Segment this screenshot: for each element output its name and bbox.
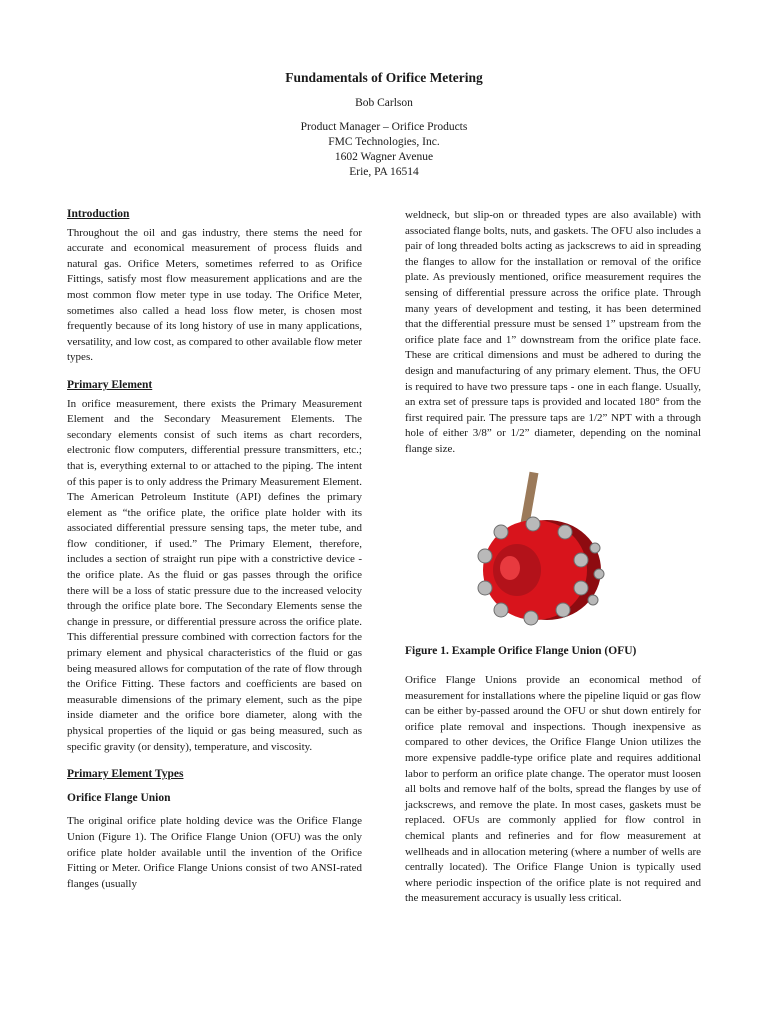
affiliation-line: FMC Technologies, Inc. [328, 136, 440, 148]
paper-title: Fundamentals of Orifice Metering [285, 70, 483, 85]
hub-highlight [500, 556, 520, 580]
orifice-flange-union-paragraph-2: Orifice Flange Unions provide an economical method of measurement for installations where the pipeline liquid or gas flow can be either by-passed around the OFU or shut down entirely for orifice plate removal and inspections. Though inexpensive as compared to other devices, the Orifice Flange Union utilizes the more expensive paddle-type orifice plate and requires additional labor to perform an orifice plate change. The operator must loosen all bolts and remove half of the bolts, spread the flanges by use of jackscrews, and remove the plate. In most cases, gaskets must be replaced. OFUs are commonly applied for flow control in chemical plants and refineries and for flow measurement at wellheads and in allocation metering (where a number of wells are centrally located). The Orifice Flange Union is typically used where periodic inspection of the orifice plate is not required and the measurement accuracy is usually less critical. [405, 674, 701, 905]
introduction-paragraph: Throughout the oil and gas industry, there stems the need for accurate and economical measurement of process fluids and natural gas. Orifice Meters, sometimes referred to as Orifice Fittings, satisfy most flow measurement applications and are the most common flow meter type in use today. The Orifice Meter, sometimes also called a head loss flow meter, is chosen most frequently because of its long history of use in many applications, versatility, and low cost, as compared to other available flow meter types. [67, 226, 362, 364]
primary-element-paragraph: In orifice measurement, there exists the Primary Measurement Element and the Secondary Measurement Elements. The secondary elements consist of such items as chart recorders, electronic flow computers, differential pressure transmitters, etc.; that is, everything external to or attached to the piping. The intent of this paper is to only address the Primary Measurement Element. The American Petroleum Institute (API) defines the primary element as “the orifice plate, the orifice plate holder with its associated differential pressure sensing taps, the meter tube, and flow conditioner, if used.” The Primary Element, therefore, includes a section of straight run pipe with a constrictive device - the orifice plate. As the fluid or gas passes through the orifice there will be a loss of static pressure due to the increased velocity through the orifice plate bore. The Secondary Elements sense the change in pressure, or differential pressure across the orifice plate. This differential pressure combined with correction factors for the primary element and physical characteristics of the fluid or gas being measured allows for computation of the rate of flow through the Orifice Fitting. These factors and coefficients are based on measurable dimensions of the primary element, such as the pipe inside diameter and the orifice bore diameter, along with the physical properties of the liquid or gas being measured, such as specific gravity (or density), temperature, and viscosity. [67, 397, 362, 753]
left-column [67, 207, 362, 904]
author-block [0, 96, 768, 180]
affiliation-line: Erie, PA 16514 [349, 166, 419, 178]
continued-paragraph: weldneck, but slip-on or threaded types are also available) with associated flange bolts, nuts, and gaskets. The OFU also includes a pair of long threaded bolts acting as jackscrews to aid in spreading the flanges to allow for the installation or removal of the orifice plate. As previously mentioned, orifice measurement requires the sensing of differential pressure across the orifice plate. Through many years of development and testing, it has been determined that the differential pressure must be sensed 1” upstream from the orifice plate face and 1” downstream from the orifice plate face. These are critical dimensions and must be adhered to during the design and manufacturing of any primary element. Thus, the OFU is required to have two pressure taps - one in each flange. Usually, an extra set of pressure taps is provided and located 180° from the first required pair. The pressure taps are 1/2” NPT with a through hole of either 3/8” or 1/2” diameter, depending on the nominal flange size. [405, 209, 701, 455]
figure-orifice-flange-union [405, 470, 701, 630]
affiliation-line: Product Manager – Orifice Products [300, 121, 468, 133]
author-name: Bob Carlson [355, 97, 413, 109]
affiliation-line: 1602 Wagner Avenue [334, 151, 434, 163]
subsection-heading-orifice-flange-union: Orifice Flange Union [67, 791, 171, 804]
orifice-plate-paddle [521, 471, 539, 524]
figure-caption: Figure 1. Example Orifice Flange Union (OFU) [405, 644, 637, 657]
section-heading-introduction: Introduction [67, 208, 130, 220]
orifice-flange-union-image [405, 470, 701, 630]
right-column [405, 208, 701, 919]
orifice-flange-union-paragraph: The original orifice plate holding device was the Orifice Flange Union (Figure 1). The Orifice Flange Union (OFU) was the only orifice plate holder available until the invention of the Orifice Fitting or Meter. Orifice Flange Unions consist of two ANSI-rated flanges (usually [67, 815, 362, 890]
section-heading-primary-element: Primary Element [67, 378, 153, 391]
section-heading-primary-element-types: Primary Element Types [67, 768, 184, 781]
